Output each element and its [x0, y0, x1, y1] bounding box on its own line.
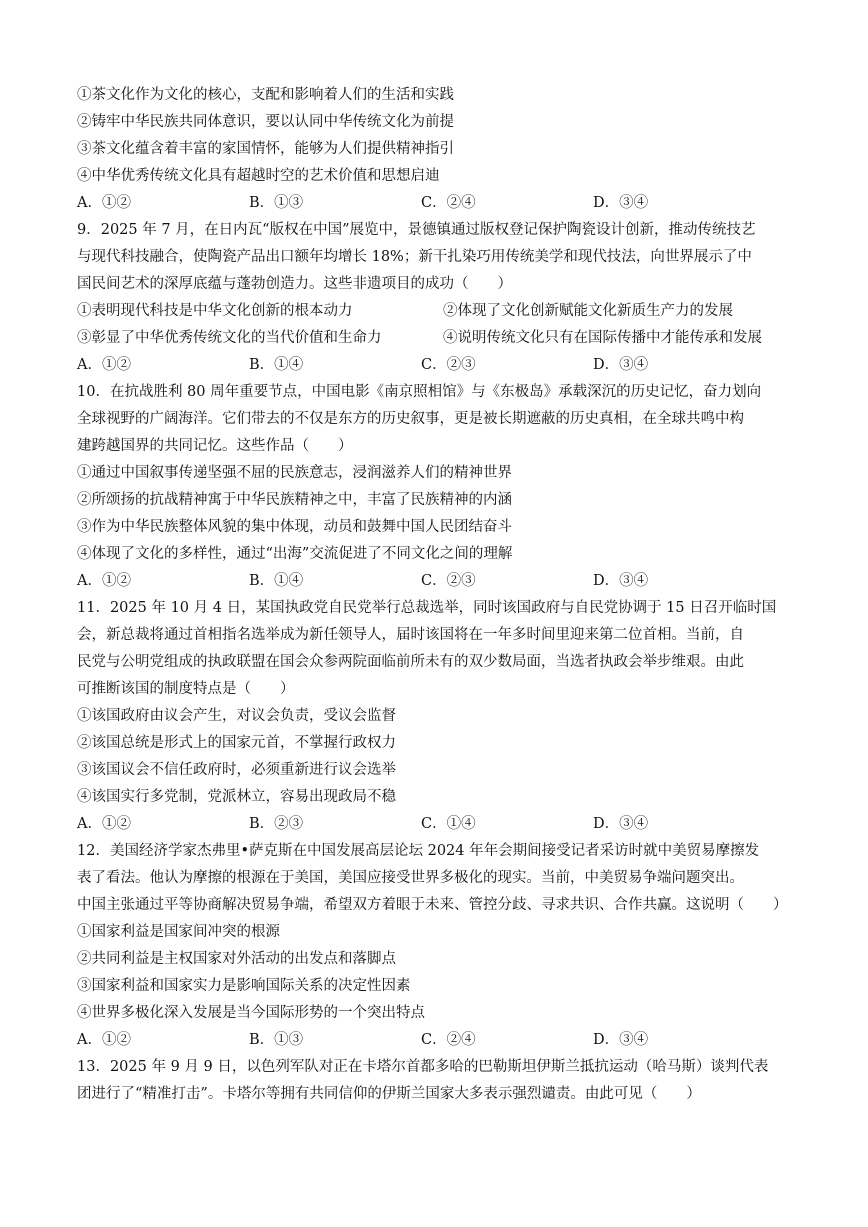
q9-choice-a[interactable]: A．①② — [77, 357, 131, 373]
q13-stem-line-2: 团进行了“精准打击”。卡塔尔等拥有共同信仰的伊斯兰国家大多表示强烈谴责。由此可见（ ） — [77, 1086, 701, 1102]
q9-options-row-1 — [77, 301, 797, 321]
q10-option-1: ①通过中国叙事传递坚强不屈的民族意志，浸润滋养人们的精神世界 — [77, 465, 512, 481]
q11-option-4: ④该国实行多党制，党派林立，容易出现政局不稳 — [77, 789, 396, 805]
q12-option-1: ①国家利益是国家间冲突的根源 — [77, 924, 280, 940]
q12-choice-c[interactable]: C．②④ — [421, 1032, 476, 1048]
q8-choice-c[interactable]: C．②④ — [421, 195, 476, 211]
q12-option-4: ④世界多极化深入发展是当今国际形势的一个突出特点 — [77, 1005, 425, 1021]
q9-answer-choices — [77, 355, 797, 375]
q10-choice-b[interactable]: B．①④ — [249, 573, 304, 589]
q11-choice-b[interactable]: B．②③ — [249, 816, 304, 832]
q8-option-3: ③茶文化蕴含着丰富的家国情怀，能够为人们提供精神指引 — [77, 141, 454, 157]
q9-choice-c[interactable]: C．②③ — [421, 357, 476, 373]
q10-stem-line-1: 10．在抗战胜利 80 周年重要节点，中国电影《南京照相馆》与《东极岛》承载深沉的历史记忆，奋力划向 — [77, 384, 762, 400]
q11-choice-a[interactable]: A．①② — [77, 816, 131, 832]
q10-stem-line-3: 建跨越国界的共同记忆。这些作品（ ） — [77, 438, 353, 454]
q9-choice-b[interactable]: B．①④ — [249, 357, 304, 373]
q11-option-1: ①该国政府由议会产生，对议会负责，受议会监督 — [77, 708, 396, 724]
q12-stem-line-2: 表了看法。他认为摩擦的根源在于美国，美国应接受世界多极化的现实。当前，中美贸易争端问题突出。 — [77, 870, 744, 886]
q11-stem-line-3: 民党与公明党组成的执政联盟在国会众参两院面临前所未有的双少数局面，当选者执政会举步维艰。由此 — [77, 654, 744, 670]
q13-stem-line-1: 13．2025 年 9 月 9 日，以色列军队对正在卡塔尔首都多哈的巴勒斯坦伊斯兰抵抗运动（哈马斯）谈判代表 — [77, 1059, 769, 1075]
q10-stem-line-2: 全球视野的广阔海洋。它们带去的不仅是东方的历史叙事，更是被长期遮蔽的历史真相，在全球共鸣中构 — [77, 411, 744, 427]
q8-answer-choices — [77, 193, 797, 213]
q11-option-3: ③该国议会不信任政府时，必须重新进行议会选举 — [77, 762, 396, 778]
q8-option-1: ①茶文化作为文化的核心，支配和影响着人们的生活和实践 — [77, 87, 454, 103]
q11-choice-d[interactable]: D．③④ — [593, 816, 649, 832]
q12-choice-b[interactable]: B．①③ — [249, 1032, 304, 1048]
q9-choice-d[interactable]: D．③④ — [593, 357, 649, 373]
q9-stem-line-2: 与现代科技融合，使陶瓷产品出口额年均增长 18%；新干扎染巧用传统美学和现代技法，向世界展示了中 — [77, 249, 752, 265]
q12-choice-a[interactable]: A．①② — [77, 1032, 131, 1048]
q12-option-2: ②共同利益是主权国家对外活动的出发点和落脚点 — [77, 951, 396, 967]
q8-choice-b[interactable]: B．①③ — [249, 195, 304, 211]
q9-option-4: ④说明传统文化只有在国际传播中才能传承和发展 — [443, 330, 762, 346]
q8-choice-d[interactable]: D．③④ — [593, 195, 649, 211]
q9-option-3: ③彰显了中华优秀传统文化的当代价值和生命力 — [77, 330, 382, 346]
q12-option-3: ③国家利益和国家实力是影响国际关系的决定性因素 — [77, 978, 411, 994]
q9-stem-line-1: 9．2025 年 7 月，在日内瓦“版权在中国”展览中，景德镇通过版权登记保护陶瓷设计创新，推动传统技艺 — [77, 222, 756, 238]
q11-answer-choices — [77, 814, 797, 834]
q10-option-4: ④体现了文化的多样性，通过“出海”交流促进了不同文化之间的理解 — [77, 546, 513, 562]
q9-options-row-2 — [77, 328, 797, 348]
q10-answer-choices — [77, 571, 797, 591]
q12-answer-choices — [77, 1030, 797, 1050]
q10-option-2: ②所颂扬的抗战精神寓于中华民族精神之中，丰富了民族精神的内涵 — [77, 492, 512, 508]
q9-stem-line-3: 国民间艺术的深厚底蕴与蓬勃创造力。这些非遗项目的成功（ ） — [77, 276, 512, 292]
q11-choice-c[interactable]: C．①④ — [421, 816, 476, 832]
q10-choice-c[interactable]: C．②③ — [421, 573, 476, 589]
q11-stem-line-4: 可推断该国的制度特点是（ ） — [77, 681, 295, 697]
q11-stem-line-1: 11．2025 年 10 月 4 日，某国执政党自民党举行总裁选举，同时该国政府与自民党协调于 15 日召开临时国 — [77, 600, 777, 616]
q12-stem-line-3: 中国主张通过平等协商解决贸易争端，希望双方着眼于未来、管控分歧、寻求共识、合作共赢。这说明（ ） — [77, 897, 788, 913]
q11-stem-line-2: 会，新总裁将通过首相指名选举成为新任领导人，届时该国将在一年多时间里迎来第二位首相。当前，自 — [77, 627, 744, 643]
q11-option-2: ②该国总统是形式上的国家元首，不掌握行政权力 — [77, 735, 396, 751]
q12-stem-line-1: 12．美国经济学家杰弗里•萨克斯在中国发展高层论坛 2024 年年会期间接受记者采访时就中美贸易摩擦发 — [77, 843, 760, 859]
q10-choice-a[interactable]: A．①② — [77, 573, 131, 589]
q8-option-2: ②铸牢中华民族共同体意识，要以认同中华传统文化为前提 — [77, 114, 454, 130]
q10-option-3: ③作为中华民族整体风貌的集中体现，动员和鼓舞中国人民团结奋斗 — [77, 519, 512, 535]
q12-choice-d[interactable]: D．③④ — [593, 1032, 649, 1048]
q10-choice-d[interactable]: D．③④ — [593, 573, 649, 589]
q8-choice-a[interactable]: A．①② — [77, 195, 131, 211]
q9-option-1: ①表明现代科技是中华文化创新的根本动力 — [77, 303, 353, 319]
q8-option-4: ④中华优秀传统文化具有超越时空的艺术价值和思想启迪 — [77, 168, 440, 184]
q9-option-2: ②体现了文化创新赋能文化新质生产力的发展 — [443, 303, 733, 319]
